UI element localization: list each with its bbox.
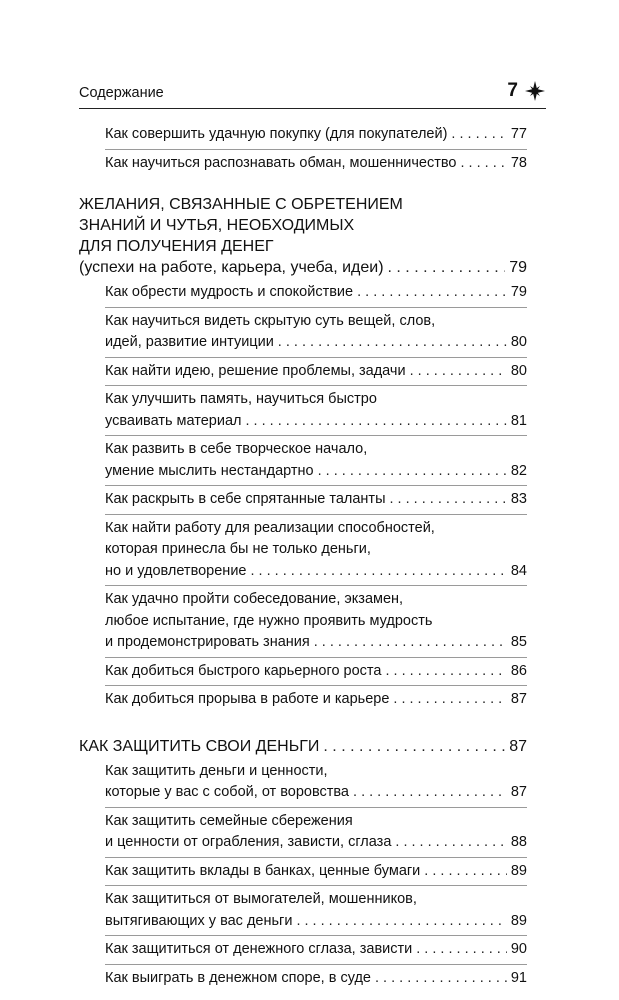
toc-entry-text: Как защитить деньги и ценности, — [105, 762, 328, 779]
toc-page-number: 89 — [510, 862, 527, 879]
table-of-contents — [79, 124, 527, 989]
toc-entry-text: Как обрести мудрость и спокойствие — [105, 284, 354, 300]
toc-entry — [105, 385, 527, 432]
toc-entry-text: но и удовлетворение — [105, 562, 247, 579]
toc-page-number: 87 — [510, 691, 527, 707]
toc-entry-text: Как развить в себе творческое начало, — [105, 441, 368, 457]
toc-entry — [105, 282, 527, 304]
toc-entry — [105, 149, 527, 175]
toc-page-number: 88 — [510, 834, 527, 850]
toc-entry — [105, 485, 527, 511]
toc-page-number: 90 — [510, 941, 527, 957]
toc-page-number: 80 — [510, 334, 527, 350]
dot-leader — [390, 489, 507, 511]
toc-entry-text: вытягивающих у вас деньги — [105, 912, 293, 929]
toc-entry — [105, 357, 527, 383]
dot-leader — [424, 861, 507, 883]
toc-entry-text: любое испытание, где нужно проявить мудрость — [105, 612, 433, 629]
toc-entry-text: Как защитить семейные сбережения — [105, 812, 353, 829]
toc-entry — [105, 124, 527, 146]
dot-leader — [393, 689, 506, 711]
dot-leader — [385, 661, 506, 683]
page-number: 7 — [507, 80, 518, 101]
toc-page-number: 82 — [510, 462, 527, 479]
toc-entry — [105, 435, 527, 482]
toc-entry-text: и продемонстрировать знания — [105, 634, 310, 650]
toc-entry-text: Как добиться прорыва в работе и карьере — [105, 691, 390, 707]
dot-leader — [375, 968, 507, 990]
header-rule — [79, 108, 546, 109]
dot-leader — [318, 461, 507, 483]
toc-entry — [105, 964, 527, 990]
toc-entry-text: Как выиграть в денежном споре, в суде — [105, 969, 371, 986]
dot-leader — [250, 561, 506, 583]
toc-entry-text: Как защититься от денежного сглаза, зависти — [105, 941, 413, 957]
dot-leader — [278, 332, 507, 354]
toc-entry — [105, 585, 527, 654]
dot-leader — [323, 736, 505, 757]
dot-leader — [410, 361, 507, 383]
toc-entry-text: Как удачно пройти собеседование, экзамен, — [105, 591, 404, 607]
toc-page-number: 91 — [510, 969, 527, 986]
toc-page-number: 77 — [510, 126, 527, 142]
dot-leader — [388, 257, 506, 278]
running-header — [79, 77, 546, 107]
toc-entry — [105, 761, 527, 804]
toc-page-number: 85 — [510, 634, 527, 650]
toc-entry — [105, 885, 527, 932]
toc-entry — [105, 807, 527, 854]
toc-entry-text: Как раскрыть в себе спрятанные таланты — [105, 491, 386, 507]
toc-entry-text: и ценности от ограбления, зависти, сглаза — [105, 834, 392, 850]
dot-leader — [395, 832, 506, 854]
toc-entry-text: Как совершить удачную покупку (для покупателей) — [105, 126, 448, 142]
header-title: Содержание — [79, 85, 164, 101]
section-heading-line: (успехи на работе, карьера, учеба, идеи) — [79, 259, 384, 276]
dot-leader — [296, 911, 506, 933]
toc-entry — [105, 685, 527, 711]
toc-page-number: 87 — [509, 737, 527, 755]
dot-leader — [246, 411, 507, 433]
toc-page-number: 83 — [510, 491, 527, 507]
toc-page-number: 80 — [510, 362, 527, 379]
section-heading-line: КАК ЗАЩИТИТЬ СВОИ ДЕНЬГИ — [79, 737, 320, 755]
toc-entry-text: Как найти идею, решение проблемы, задачи — [105, 362, 406, 379]
toc-page-number: 81 — [510, 412, 527, 429]
toc-page-number: 86 — [510, 662, 527, 679]
dot-leader — [357, 282, 507, 304]
toc-entry — [105, 935, 527, 961]
dot-leader — [416, 939, 507, 961]
toc-page-number: 79 — [509, 259, 527, 276]
toc-entry-text: Как защитить вклады в банках, ценные бумаги — [105, 862, 421, 879]
toc-page-number: 79 — [510, 284, 527, 300]
toc-entry-text: идей, развитие интуиции — [105, 334, 274, 350]
toc-entry-text: которая принесла бы не только деньги, — [105, 541, 371, 557]
toc-entry-text: Как научиться видеть скрытую суть вещей, слов, — [105, 312, 436, 329]
toc-entry — [105, 857, 527, 883]
toc-page-number: 89 — [510, 912, 527, 929]
toc-entry — [105, 514, 527, 583]
toc-entry-text: Как научиться распознавать обман, мошенничество — [105, 154, 457, 171]
toc-section-heading — [79, 736, 527, 757]
dot-leader — [461, 153, 507, 175]
dot-leader — [451, 124, 506, 146]
toc-entry-text: усваивать материал — [105, 412, 242, 429]
toc-section-heading — [79, 194, 527, 278]
section-heading-line: ЗНАНИЙ И ЧУТЬЯ, НЕОБХОДИМЫХ — [79, 217, 355, 234]
toc-entry-text: умение мыслить нестандартно — [105, 462, 314, 479]
toc-entry — [105, 307, 527, 354]
toc-entry-text: Как улучшить память, научиться быстро — [105, 391, 377, 407]
section-heading-line: ЖЕЛАНИЯ, СВЯЗАННЫЕ С ОБРЕТЕНИЕМ — [79, 196, 403, 213]
toc-entry-text: Как найти работу для реализации способностей, — [105, 519, 435, 536]
toc-entry-text: которые у вас с собой, от воровства — [105, 784, 350, 800]
toc-page-number: 78 — [510, 154, 527, 171]
toc-entry — [105, 657, 527, 683]
star-ornament-icon — [524, 80, 546, 102]
dot-leader — [314, 632, 507, 654]
toc-page-number: 87 — [510, 784, 527, 800]
toc-entry-text: Как добиться быстрого карьерного роста — [105, 662, 382, 679]
dot-leader — [353, 782, 507, 804]
toc-page-number: 84 — [510, 562, 527, 579]
toc-entry-text: Как защититься от вымогателей, мошенников, — [105, 891, 417, 907]
section-heading-line: ДЛЯ ПОЛУЧЕНИЯ ДЕНЕГ — [79, 238, 274, 255]
